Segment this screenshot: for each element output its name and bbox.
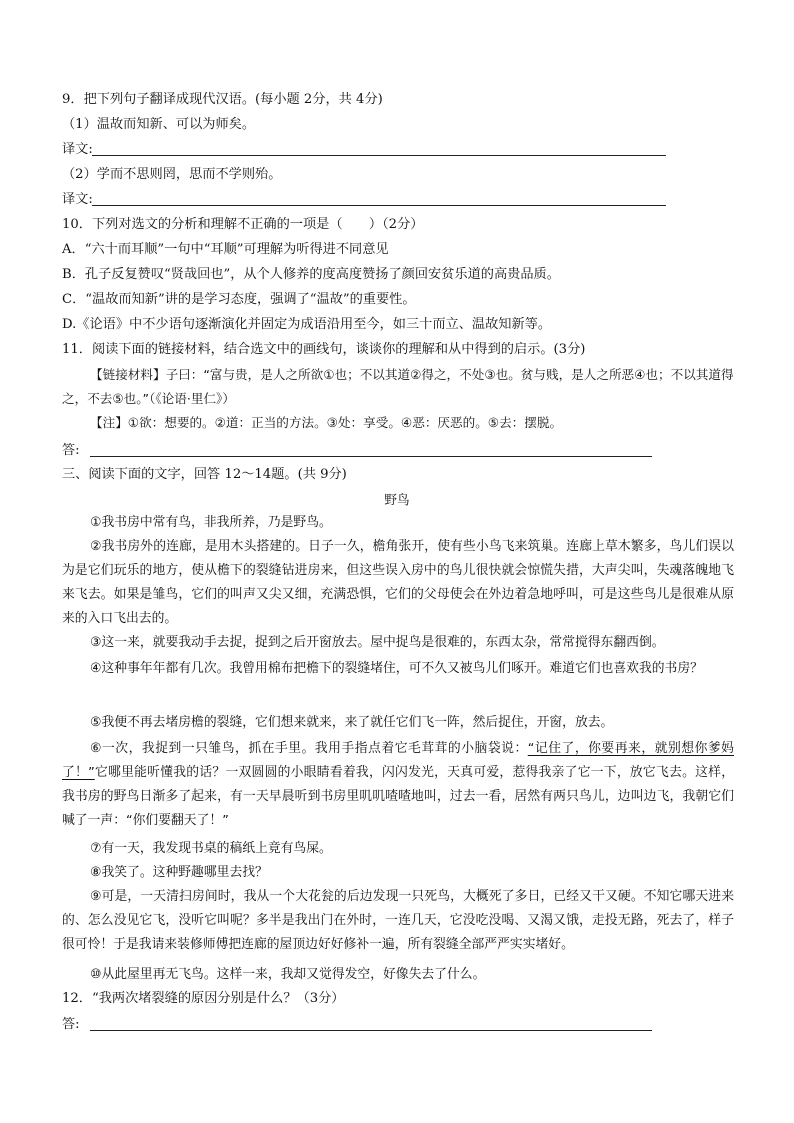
- article-paragraph-8: ⑧我笑了。这种野趣哪里去找？: [90, 865, 268, 880]
- paragraph-6-lead: ⑥一次，我捉到一只雏鸟，抓在手里。我用手指点着它毛茸茸的小脑袋说：: [90, 741, 528, 756]
- q10-stem: 10．下列对选文的分析和理解不正确的一项是（ ）（2分）: [62, 217, 424, 232]
- article-paragraph-7: ⑦有一天，我发现书桌的稿纸上竟有鸟屎。: [90, 841, 332, 856]
- q11-answer-label: 答:: [62, 443, 80, 458]
- paragraph-6-rest: 它哪里能听懂我的话？一双圆圆的小眼睛看着我，闪闪发光，天真可爱，惹得我亲了它一下，放它飞去。这样，我书房的野鸟日渐多了起来，有一天早晨听到书房里叽叽喳喳地叫，过去一看，居然有两只鸟儿，边叫边飞，我朝它们喊了一声：“你们要翻天了！”: [62, 765, 735, 828]
- article-paragraph-10: ⑩从此屋里再无飞鸟。这样一来，我却又觉得发空，好像失去了什么。: [90, 967, 486, 982]
- q10-option-c: C．“温故而知新”讲的是学习态度，强调了“温故”的重要性。: [62, 292, 416, 307]
- q11-link-material: 【链接材料】子曰：“富与贵，是人之所欲①也；不以其道②得之，不处③也。贫与贱，是人之所恶④也；不以其道得之，不去⑤也。”（《论语·里仁》）: [62, 367, 734, 406]
- article-paragraph-1: ①我书房中常有鸟，非我所养，乃是野鸟。: [90, 515, 332, 530]
- q11-stem: 11．阅读下面的链接材料，结合选文中的画线句，谈谈你的理解和从中得到的启示。(3分): [62, 342, 586, 357]
- article-paragraph-5: ⑤我便不再去堵房檐的裂缝，它们想来就来，来了就任它们飞一阵，然后捉住，开窗，放去。: [90, 715, 614, 730]
- q9-translation-2-answer-line[interactable]: [92, 205, 666, 206]
- q9-translation-1-label: 译文:: [62, 142, 93, 157]
- article-paragraph-4: ④这种事年年都有几次。我曾用棉布把檐下的裂缝堵住，可不久又被鸟儿们啄开。难道它们也喜欢我的书房？: [90, 661, 703, 676]
- q11-note: 【注】①欲：想要的。②道：正当的方法。③处：享受。④恶：厌恶的。⑤去：摆脱。: [90, 415, 563, 430]
- q9-sentence-1: （1）温故而知新、可以为师矣。: [62, 117, 256, 132]
- q12-stem: 12．“我两次堵裂缝的原因分别是什么？（3分）: [62, 991, 345, 1006]
- article-paragraph-2: ②我书房外的连廊，是用木头搭建的。日子一久，檐角张开，使有些小鸟飞来筑巢。连廊上草木繁多，鸟儿们误以为是它们玩乐的地方，使从檐下的裂缝钻进房来，但这些误入房中的鸟儿很快就会惊慌失措，大声尖叫，失魂落魄地飞来飞去。如果是雏鸟，它们的叫声又尖又细，充满恐惧，它们的父母使会在外边着急地呼叫，可是这些鸟儿是很难从原来的入口飞出去的。: [62, 539, 734, 626]
- q11-answer-line[interactable]: [90, 456, 652, 457]
- q12-answer-line[interactable]: [90, 1030, 652, 1031]
- q10-option-b: B．孔子反复赞叹“贤哉回也”，从个人修养的度高度赞扬了颜回安贫乐道的高贵品质。: [62, 267, 560, 282]
- q9-translation-1-answer-line[interactable]: [92, 155, 666, 156]
- section3-heading: 三、阅读下面的文字，回答 12～14题。(共 9分): [62, 467, 347, 482]
- q9-stem: 9．把下列句子翻译成现代汉语。(每小题 2分，共 4分): [62, 92, 383, 107]
- article-paragraph-6: [62, 737, 734, 833]
- q10-option-a: A．“六十而耳顺”一句中“耳顺”可理解为听得进不同意见: [62, 242, 389, 257]
- article-paragraph-3: ③这一来，就要我动手去捉，捉到之后开窗放去。屋中捉鸟是很难的，东西太杂，常常搅得东翻西倒。: [90, 635, 665, 650]
- q10-option-d: D.《论语》中不少语句逐渐演化并固定为成语沿用至今，如三十而立、温故知新等。: [62, 317, 552, 332]
- q9-sentence-2: （2）学而不思则罔，思而不学则殆。: [62, 167, 282, 182]
- q9-translation-2-label: 译文:: [62, 192, 93, 207]
- article-title: 野鸟: [384, 492, 410, 507]
- underlined-sentence: “记住了，你要再来，就别想你爹妈了！”: [62, 741, 734, 780]
- q12-answer-label: 答:: [62, 1017, 80, 1032]
- article-paragraph-9: ⑨可是，一天清扫房间时，我从一个大花瓮的后边发现一只死鸟，大概死了多日，已经又干又硬。不知它哪天进来的、怎么没见它飞，没听它叫呢？多半是我出门在外时，一连几天，它没吃没喝、又渴又饿，走投无路，死去了，样子很可怜！于是我请来装修师傅把连廊的屋顶边好好修补一遍，所有裂缝全部严严实实堵好。: [62, 889, 734, 952]
